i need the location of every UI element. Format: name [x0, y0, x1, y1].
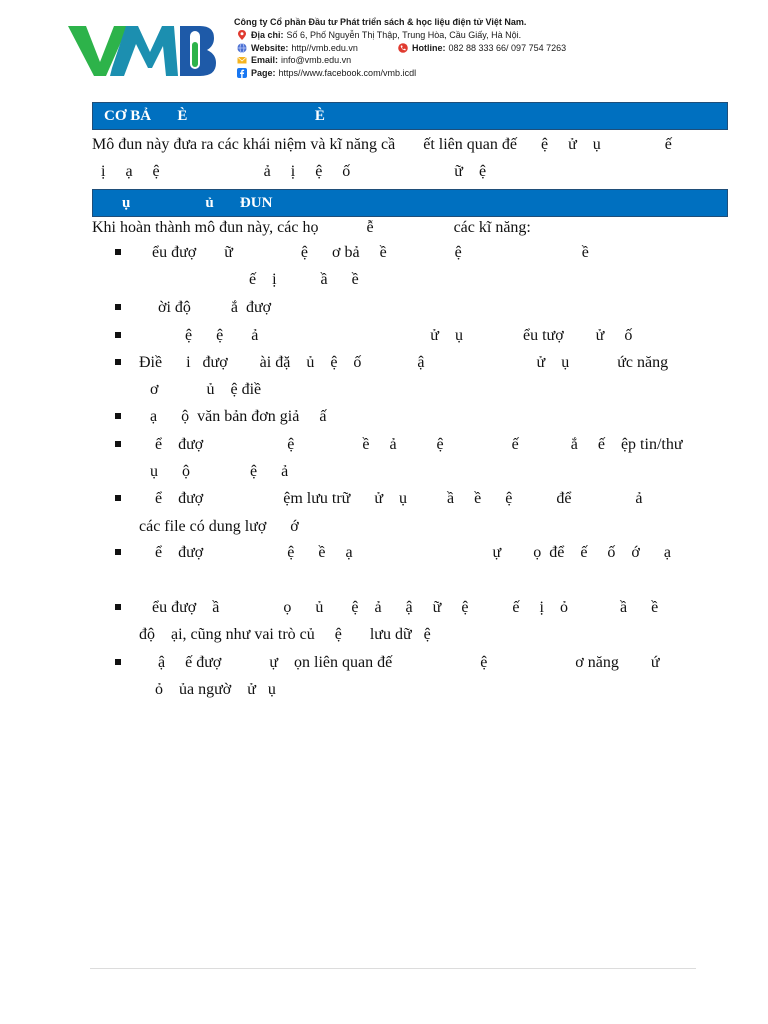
objective-3-line-1: ệ ệ ả ử ụ ểu tượ ử ố	[185, 327, 633, 344]
bullet-marker	[115, 249, 121, 255]
email-link[interactable]: info@vmb.edu.vn	[281, 55, 352, 65]
bullet-marker	[115, 604, 121, 610]
section-bar-overview	[92, 102, 728, 130]
objective-4-line-1: Điề i đượ ài đặ ủ ệ ố ậ ử ụ ức năng	[139, 354, 669, 371]
bullet-marker	[115, 549, 121, 555]
bullet-marker	[115, 659, 121, 665]
bullet-marker	[115, 304, 121, 310]
map-pin-icon	[237, 30, 247, 40]
bullet-marker	[115, 332, 121, 338]
facebook-page-line: Page: https//www.facebook.com/vmb.icdl	[251, 68, 417, 78]
overview-line-2: ị ạ ệ ả ị ệ ố ữ ệ	[101, 163, 487, 180]
objective-7-line-2: các file có dung lượ ớ	[139, 518, 299, 535]
objective-5-line-1: ạ ộ văn bản đơn giả ấ	[150, 408, 327, 425]
objective-9-line-1: ểu đượ ầ ọ ủ ệ ả ậ ữ ệ ế ị ỏ ầ ề	[152, 599, 659, 616]
bullet-marker	[115, 441, 121, 447]
globe-icon	[237, 43, 247, 53]
bullet-marker	[115, 495, 121, 501]
objectives-intro: Khi hoàn thành mô đun này, các họ ễ các kĩ năng:	[92, 219, 531, 236]
facebook-icon	[237, 68, 247, 78]
objective-9-line-2: độ ại, cũng như vai trò củ ệ lưu dữ ệ	[139, 626, 431, 643]
section-title-objectives: ụ ủ ĐUN	[122, 195, 273, 211]
website-link[interactable]: http//vmb.edu.vn	[291, 43, 358, 53]
facebook-page-link[interactable]: https//www.facebook.com/vmb.icdl	[278, 68, 417, 78]
objective-4-line-2: ơ ủ ệ điề	[150, 381, 262, 398]
email-line: Email: info@vmb.edu.vn	[251, 55, 352, 65]
bullet-marker	[115, 359, 121, 365]
objective-10-line-1: ậ ế đượ ự ọn liên quan đế ệ ơ năng ứ	[158, 654, 660, 671]
footer-divider	[90, 968, 696, 969]
section-title-overview: CƠ BẢ È È	[104, 108, 325, 124]
vmb-logo	[66, 22, 218, 80]
objective-6-line-1: ể đượ ệ ề ả ệ ế ắ ế ệp tin/thư	[155, 436, 683, 453]
website-line: Website: http//vmb.edu.vn	[251, 43, 358, 53]
hotline-line: Hotline: 082 88 333 66/ 097 754 7263	[412, 43, 567, 53]
objective-6-line-2: ụ ộ ệ ả	[150, 463, 289, 480]
phone-icon	[398, 43, 408, 53]
company-name: Công ty Cổ phần Đầu tư Phát triển sách & học liệu điện tử Việt Nam.	[234, 17, 527, 27]
objective-10-line-2: ỏ ủa ngườ ử ụ	[155, 681, 276, 698]
objective-8-line-1: ể đượ ệ ề ạ ự ọ để ế ố ớ ạ	[155, 544, 671, 561]
overview-line-1: Mô đun này đưa ra các khái niệm và kĩ năng cầ ết liên quan đế ệ ử ụ ế	[92, 136, 672, 153]
section-bar-objectives	[92, 189, 728, 217]
objective-2-line-1: ời độ ắ đượ	[158, 299, 272, 316]
bullet-marker	[115, 413, 121, 419]
envelope-icon	[237, 55, 247, 65]
objective-1-line-2: ế ị ầ ề	[249, 271, 359, 288]
objective-1-line-1: ểu đượ ữ ệ ơ bả ề ệ ề	[152, 244, 589, 261]
address-line: Địa chỉ: Số 6, Phố Nguyễn Thị Thập, Trung Hòa, Cầu Giấy, Hà Nội.	[251, 30, 522, 40]
objective-7-line-1: ể đượ ệm lưu trữ ử ụ ầ ề ệ để ả	[155, 490, 643, 507]
